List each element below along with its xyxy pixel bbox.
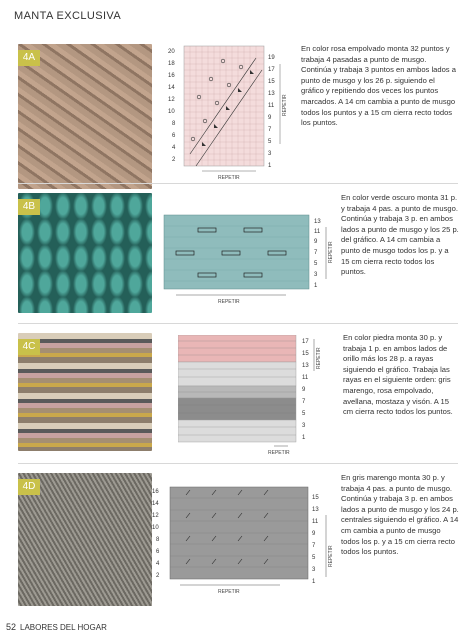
row-number: 13 [314,219,321,225]
knitting-chart [158,44,298,186]
pattern-label-badge: 4B [18,199,40,215]
row-number: 8 [156,537,160,543]
row-number: 14 [168,85,175,91]
row-number: 15 [302,351,309,357]
row-number: 5 [314,261,318,267]
row-number: 3 [268,151,272,157]
pattern-instructions: En color verde oscuro monta 31 p. y trabaja 4 pas. a punto de musgo. Continúa y trabaja 3 p. en ambos lados a punto de musgo y los 25 p. del gráfico. A 14 cm cambia a punto de musgo todos los p. y a 15 cm cierra recto todos los puntos. [341,193,459,277]
row-number: 3 [312,567,316,573]
pattern-instructions: En color piedra monta 30 p. y trabaja 1 p. en ambos lados de orillo más los 28 p. a rayas siguiendo el gráfico. Trabaja las rayas en el siguiente orden: gris marengo, rosa empolvado, avellana, mostaza y visón. A 15 cm cierra recto todos los puntos. [343,333,453,417]
stripe-dark [178,398,296,420]
magazine-name: LABORES DEL HOGAR [20,623,107,632]
row-number: 7 [312,543,316,549]
divider [18,463,458,464]
row-number: 6 [172,133,176,139]
row-number: 17 [302,339,309,345]
row-number: 16 [152,489,159,495]
repeat-label: REPETIR [328,241,334,263]
row-number: 13 [268,91,275,97]
row-number: 7 [302,399,306,405]
page-number: 52 [6,622,17,632]
stripe-light [178,362,296,386]
section-4a [18,44,458,194]
page-header: MANTA EXCLUSIVA [14,10,122,22]
row-number: 11 [312,519,319,525]
pattern-label-badge: 4C [18,339,40,355]
repeat-label: REPETIR [316,347,322,369]
row-number: 1 [314,283,318,289]
stripe-light [178,420,296,442]
row-number: 10 [168,109,175,115]
row-number: 11 [314,229,321,235]
row-number: 20 [168,49,175,55]
row-number: 19 [268,55,275,61]
section-4d [18,473,458,613]
knitting-chart [178,335,348,463]
row-number: 17 [268,67,275,73]
row-number: 14 [152,501,159,507]
row-number: 12 [168,97,175,103]
row-number: 13 [302,363,309,369]
row-number: 6 [156,549,160,555]
pattern-instructions: En gris marengo monta 30 p. y trabaja 4 pas. a punto de musgo. Continúa y trabaja 3 p. en ambos lados a punto de musgo y los 24 p. centrales siguiendo el gráfico. A 14 cm cambia a punto de musgo todos los p. y a 15 cm cierra recto todos los puntos. [341,473,459,557]
row-number: 11 [302,375,309,381]
row-number: 15 [268,79,275,85]
row-number: 4 [172,145,176,151]
row-number: 10 [152,525,159,531]
row-number: 16 [168,73,175,79]
pattern-label-badge: 4D [18,479,40,495]
row-number: 15 [312,495,319,501]
row-number: 11 [268,103,275,109]
row-number: 2 [156,573,160,579]
knitting-chart [158,213,338,313]
divider [18,183,458,184]
knitting-chart [150,485,338,605]
row-number: 3 [314,272,318,278]
pattern-instructions: En color rosa empolvado monta 32 puntos y trabaja 4 pasadas a punto de musgo. Continúa y trabaja 3 puntos en ambos lados a punto de musgo y los 26 p. siguiendo el gráfico y repitiendo dos veces los puntos marcados. A 14 cm cambia a punto de musgo todos los puntos y a 15 cm cierra recto todos los puntos. [301,44,456,128]
section-4b [18,193,458,323]
row-number: 5 [302,411,306,417]
page-footer [6,622,107,632]
repeat-label: REPETIR [282,94,288,116]
row-number: 18 [168,61,175,67]
repeat-label: REPETIR [328,545,334,567]
row-number: 9 [302,387,306,393]
pattern-label-badge: 4A [18,50,40,66]
row-number: 9 [312,531,316,537]
divider [18,323,458,324]
repeat-label: REPETIR [218,589,240,595]
row-number: 13 [312,507,319,513]
row-number: 7 [314,250,318,256]
repeat-label: REPETIR [268,450,290,456]
row-number: 7 [268,127,272,133]
row-number: 2 [172,157,176,163]
row-number: 5 [268,139,272,145]
repeat-label: REPETIR [218,299,240,305]
row-number: 8 [172,121,176,127]
row-number: 9 [314,239,318,245]
row-number: 1 [302,435,306,441]
row-number: 4 [156,561,160,567]
section-4c [18,333,458,463]
row-number: 1 [268,163,272,169]
row-number: 5 [312,555,316,561]
row-number: 12 [152,513,159,519]
stripe-pink [178,335,296,362]
row-number: 9 [268,115,272,121]
row-number: 3 [302,423,306,429]
row-number: 1 [312,579,316,585]
repeat-label: REPETIR [218,175,240,181]
